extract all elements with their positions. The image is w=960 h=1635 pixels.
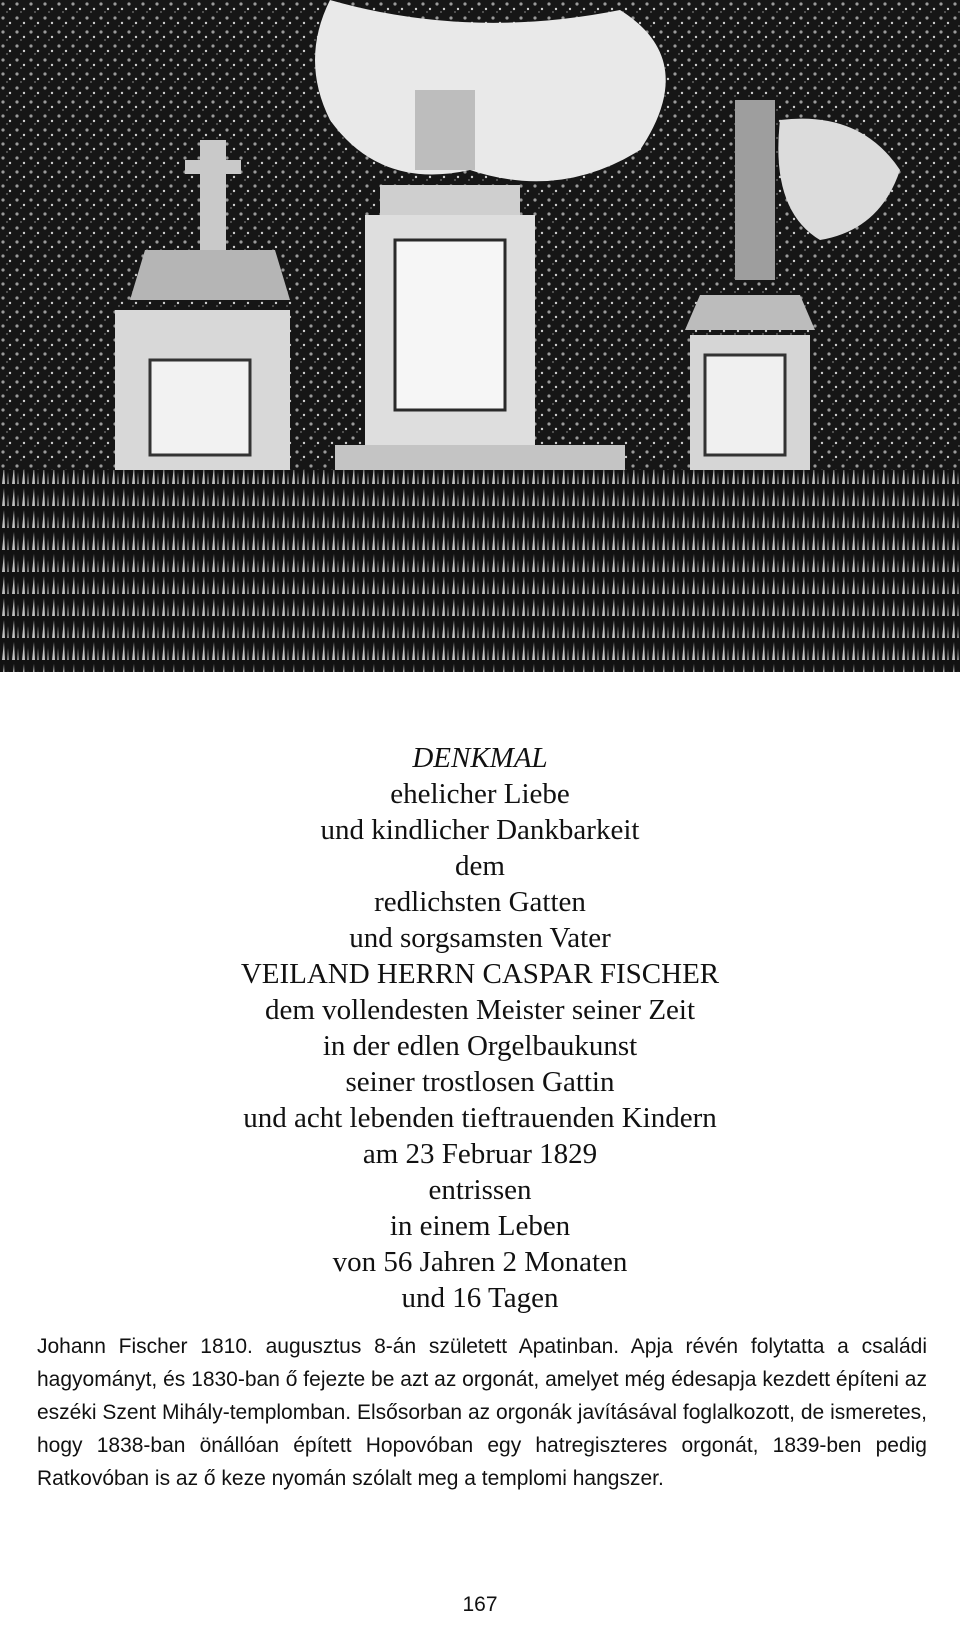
inscription-line: und 16 Tagen (401, 1282, 559, 1314)
inscription-line: und acht lebenden tieftrauenden Kindern (243, 1102, 717, 1134)
inscription-line: dem (455, 850, 505, 882)
inscription-line: redlichsten Gatten (374, 886, 586, 918)
page-number: 167 (462, 1593, 498, 1616)
inscription-line: am 23 Februar 1829 (362, 1138, 598, 1170)
biography-paragraph: Johann Fischer 1810. augusztus 8-án született Apatinban. Apja révén folytatta a családi hagyományt, és 1830-ban ő fejezte be azt az orgonát, amelyet még édesapja kezdett építeni az eszéki Szent Mihály-templomban. Elsősorban az orgonák javításával foglalkozott, de ismeretes, hogy 1838-ban önállóan épített Hopovóban egy hatregiszteres orgonát, 1839-ben pedig Ratkovóban is az ő keze nyomán szólalt meg a templomi hangszer. (37, 1335, 927, 1490)
inscription-line: entrissen (428, 1174, 532, 1206)
inscription-line: in der edlen Orgelbaukunst (322, 1030, 638, 1062)
inscription-line: seiner trostlosen Gattin (345, 1066, 615, 1098)
epitaph-inscription (0, 740, 960, 1316)
inscription-line: VEILAND HERRN CASPAR FISCHER (240, 958, 720, 990)
inscription-line: und kindlicher Dankbarkeit (320, 814, 640, 846)
inscription-line: von 56 Jahren 2 Monaten (332, 1246, 628, 1278)
cemetery-photo (0, 0, 960, 672)
inscription-line: ehelicher Liebe (390, 778, 570, 810)
inscription-title: DENKMAL (412, 742, 548, 774)
inscription-line: und sorgsamsten Vater (349, 922, 611, 954)
gravestones-illustration (0, 0, 960, 672)
inscription-line: dem vollendesten Meister seiner Zeit (264, 994, 696, 1026)
inscription-line: in einem Leben (389, 1210, 571, 1242)
